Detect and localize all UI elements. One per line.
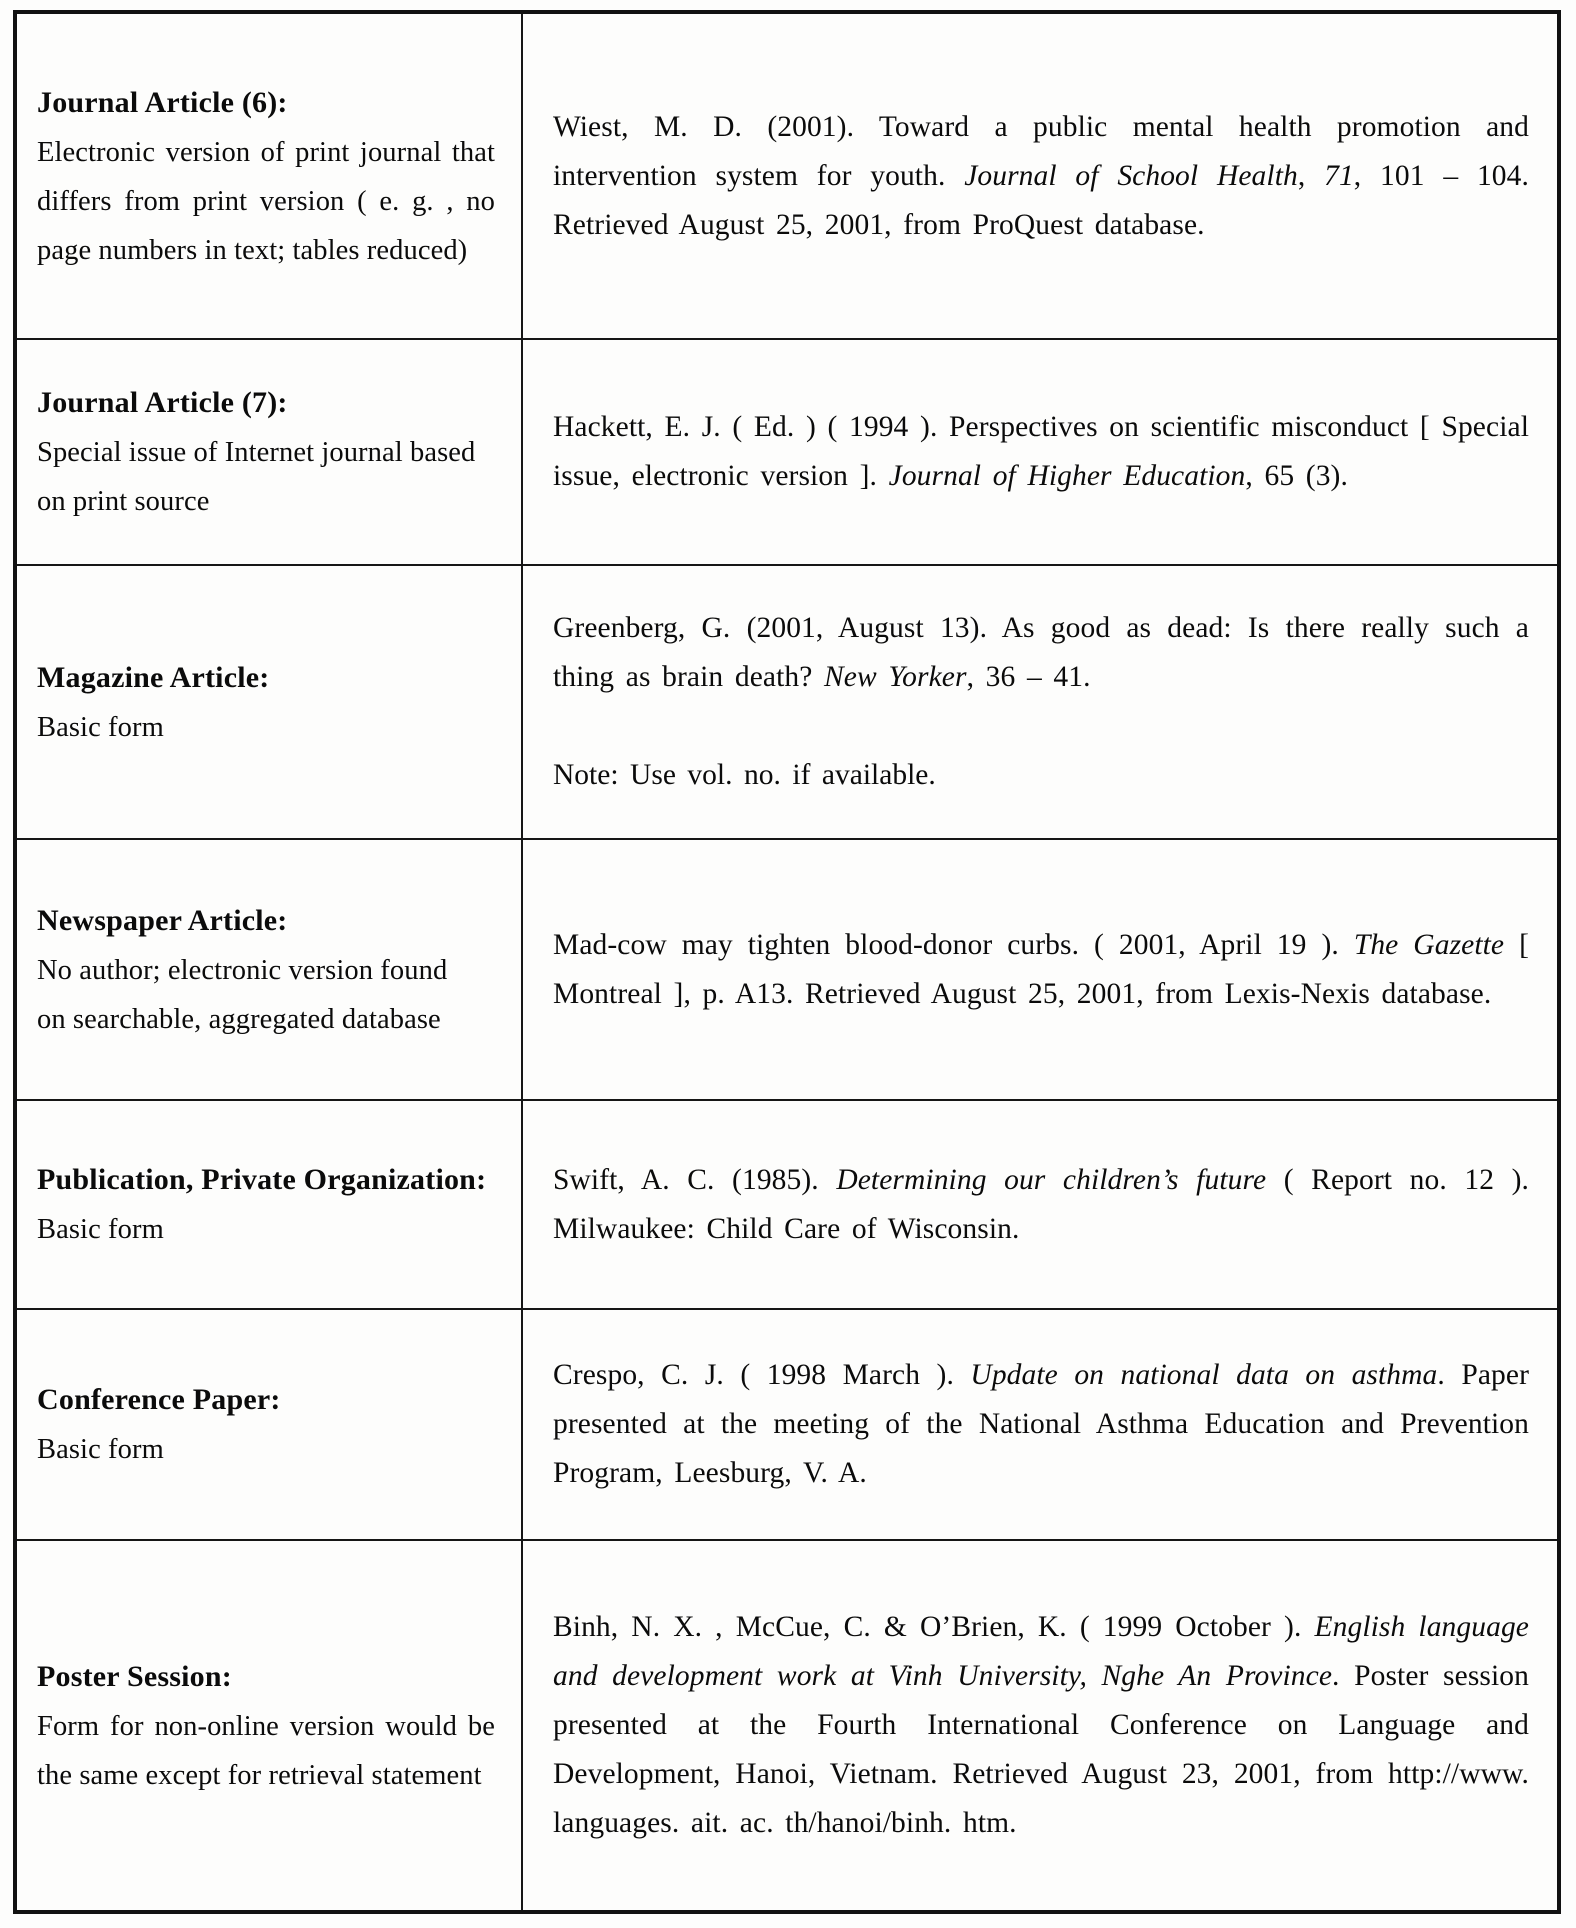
type-heading: Journal Article (7): [37, 386, 288, 419]
table-row [15, 1100, 1559, 1309]
example-cell [522, 1100, 1559, 1309]
type-heading: Publication, Private Organization: [37, 1163, 487, 1196]
citation-text: Binh, N. X. , McCue, C. & O’Brien, K. ( 1999 October ). English language and development work at Vinh University, Nghe An Province. Poster session presented at the Fourth International Conference on Language and Development, Hanoi, Vietnam. Retrieved August 23, 2001, from http://www. languages. ait. ac. th/hanoi/binh. htm. [553, 1611, 1529, 1839]
citation-format-table [13, 10, 1561, 1914]
table-row [15, 12, 1559, 339]
note-text: Note: Use vol. no. if available. [553, 759, 936, 791]
type-cell [15, 839, 522, 1100]
type-cell [15, 1309, 522, 1540]
type-cell [15, 12, 522, 339]
type-description: Electronic version of print journal that differs from print version ( e. g. , no page numbers in text; tables reduced) [37, 136, 495, 266]
example-cell [522, 1309, 1559, 1540]
type-description: Special issue of Internet journal based on print source [37, 437, 476, 517]
type-description: Form for non-online version would be the same except for retrieval statement [37, 1710, 495, 1791]
citation-text: Hackett, E. J. ( Ed. ) ( 1994 ). Perspectives on scientific misconduct [ Special issue, electronic version ]. Journal of Higher Education, 65 (3). [553, 411, 1529, 492]
citation-text: Mad-cow may tighten blood-donor curbs. ( 2001, April 19 ). The Gazette [ Montreal ], p. A13. Retrieved August 25, 2001, from Lexis-Nexis database. [553, 928, 1529, 1010]
table-row [15, 565, 1559, 839]
table-row [15, 839, 1559, 1100]
type-cell [15, 1540, 522, 1912]
type-heading: Journal Article (6): [37, 85, 288, 119]
type-cell [15, 565, 522, 839]
type-description: Basic form [37, 1214, 164, 1245]
example-cell [522, 12, 1559, 339]
type-heading: Magazine Article: [37, 660, 270, 694]
type-description: Basic form [37, 711, 164, 743]
type-description: Basic form [37, 1434, 164, 1465]
table-row [15, 339, 1559, 565]
example-cell [522, 565, 1559, 839]
type-heading: Conference Paper: [37, 1383, 281, 1416]
type-heading: Poster Session: [37, 1659, 232, 1693]
example-cell [522, 839, 1559, 1100]
table-body [15, 12, 1559, 1912]
type-cell [15, 1100, 522, 1309]
citation-text: Greenberg, G. (2001, August 13). As good as dead: Is there really such a thing as brain death? New Yorker, 36 – 41. [553, 612, 1529, 693]
example-cell [522, 339, 1559, 565]
example-cell [522, 1540, 1559, 1912]
type-cell [15, 339, 522, 565]
table-row [15, 1540, 1559, 1912]
table-row [15, 1309, 1559, 1540]
type-heading: Newspaper Article: [37, 903, 288, 937]
type-description: No author; electronic version found on searchable, aggregated database [37, 954, 448, 1035]
citation-text: Swift, A. C. (1985). Determining our children’s future ( Report no. 12 ). Milwaukee: Child Care of Wisconsin. [553, 1163, 1529, 1245]
citation-text: Crespo, C. J. ( 1998 March ). Update on national data on asthma. Paper presented at the meeting of the National Asthma Education and Prevention Program, Leesburg, V. A. [553, 1359, 1530, 1489]
citation-text: Wiest, M. D. (2001). Toward a public mental health promotion and intervention system for youth. Journal of School Health, 71, 101 – 104. Retrieved August 25, 2001, from ProQuest database. [553, 110, 1529, 241]
